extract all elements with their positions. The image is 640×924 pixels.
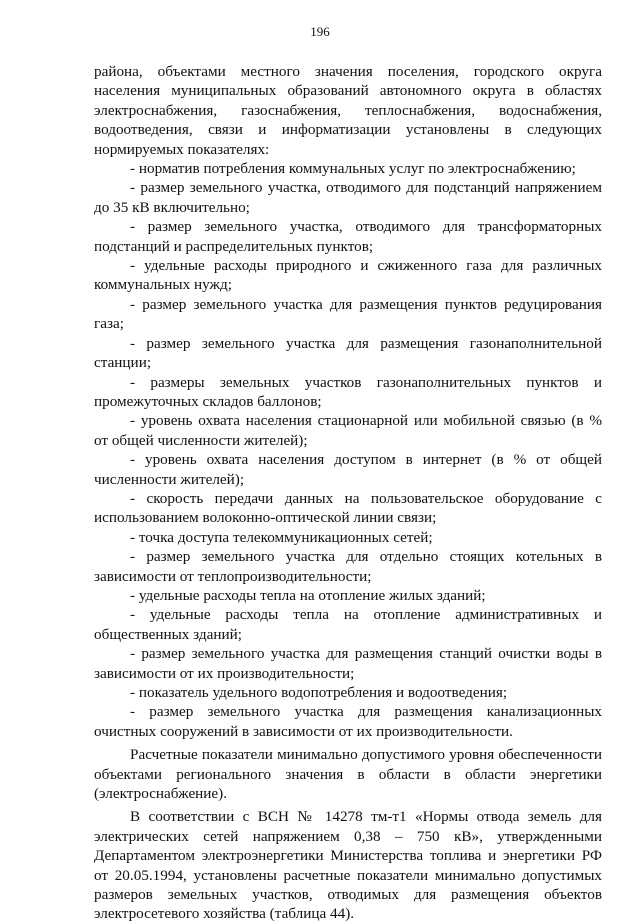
list-item: - скорость передачи данных на пользовательское оборудование с использованием волоконно-оптической линии связи; bbox=[94, 489, 602, 527]
list-item: - удельные расходы природного и сжиженного газа для различных коммунальных нужд; bbox=[94, 257, 602, 294]
list-item: - размер земельного участка для размещения станций очистки воды в зависимости от их производительности; bbox=[94, 645, 602, 682]
body-paragraph: Расчетные показатели минимально допустимого уровня обеспеченности объектами регионального значения в области в области энергетики (электроснабжение). bbox=[94, 746, 602, 803]
intro-paragraph: района, объектами местного значения поселения, городского округа населения муниципальных образований автономного округа в областях электроснабжения, газоснабжения, теплоснабжения, водоснабжения, водоотведения, связи и информатизации установлены в следующих нормируемых показателях: bbox=[94, 63, 602, 158]
list-item: - размер земельного участка для размещения газонаполнительной станции; bbox=[94, 334, 602, 372]
list-item: - размер земельного участка для размещения пунктов редуцирования газа; bbox=[94, 295, 602, 333]
list-item: - размеры земельных участков газонаполнительных пунктов и промежуточных складов баллонов; bbox=[94, 373, 602, 410]
list-item: - размер земельного участка, отводимого для подстанций напряжением до 35 кВ включительно; bbox=[94, 179, 602, 216]
list-item: - норматив потребления коммунальных услуг по электроснабжению; bbox=[130, 160, 576, 178]
body-paragraph: В соответствии с ВСН № 14278 тм-т1 «Нормы отвода земель для электрических сетей напряжением 0,38 – 750 кВ», утвержденными Департаментом электроэнергетики Министерства топлива и энергетики РФ от 20.05.1994, установлены расчетные показатели минимально допустимых размеров земельных участков, отводимых для размещения объектов электросетевого хозяйства (таблица 44). bbox=[94, 808, 602, 923]
list-item: - размер земельного участка, отводимого для трансформаторных подстанций и распределительных пунктов; bbox=[94, 218, 602, 255]
document-body bbox=[94, 62, 602, 924]
list-item: - показатель удельного водопотребления и водоотведения; bbox=[130, 684, 508, 701]
list-item: - уровень охвата населения стационарной или мобильной связью (в % от общей численности жителей); bbox=[94, 412, 602, 449]
list-item: - удельные расходы тепла на отопление жилых зданий; bbox=[130, 586, 486, 604]
list-item: - точка доступа телекоммуникационных сетей; bbox=[130, 528, 433, 546]
list-item: - размер земельного участка для размещения канализационных очистных сооружений в зависимости от их производительности. bbox=[94, 703, 602, 740]
list-item: - размер земельного участка для отдельно стоящих котельных в зависимости от теплопроизводительности; bbox=[94, 548, 602, 585]
list-item: - удельные расходы тепла на отопление административных и общественных зданий; bbox=[94, 606, 602, 643]
page-number: 196 bbox=[310, 24, 330, 39]
list-item: - уровень охвата населения доступом в интернет (в % от общей численности жителей); bbox=[94, 451, 602, 488]
